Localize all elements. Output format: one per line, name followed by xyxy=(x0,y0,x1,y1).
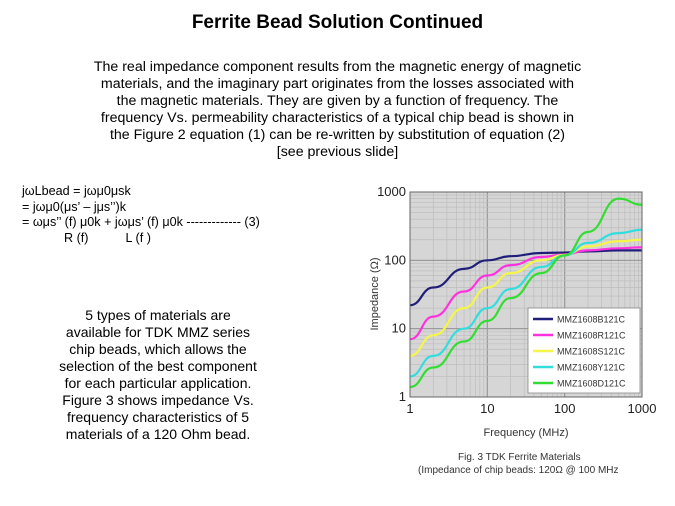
equation-sublabels xyxy=(22,231,260,247)
paragraph-line: for each particular application. xyxy=(64,375,252,391)
equation-line: = ωμs’’ (f) μ0k + jωμs’ (f) μ0k ------------- (3) xyxy=(22,215,260,229)
x-tick-label: 10 xyxy=(480,401,495,416)
y-tick-label: 1000 xyxy=(377,184,406,199)
equation-line: = jωμ0(μs’ – jμs’’)k xyxy=(22,199,127,214)
intro-text xyxy=(40,59,635,161)
impedance-chart-svg xyxy=(360,178,660,486)
y-tick-label: 1 xyxy=(398,389,406,404)
paragraph-line: selection of the best component xyxy=(59,358,257,374)
y-tick-label: 100 xyxy=(384,252,406,268)
equation-sublabel-r: R (f) xyxy=(64,230,89,245)
legend xyxy=(528,308,640,393)
intro-line: [see previous slide] xyxy=(276,144,399,160)
paragraph-line: 5 types of materials are xyxy=(85,307,231,323)
y-axis-label: Impedance (Ω) xyxy=(369,257,381,331)
legend-label: MMZ1608Y121C xyxy=(557,362,626,373)
materials-paragraph xyxy=(22,307,294,443)
chart-caption-line: Fig. 3 TDK Ferrite Materials xyxy=(458,452,581,463)
equation-sublabel-l: L (f ) xyxy=(125,230,151,245)
x-tick-label: 1000 xyxy=(627,401,657,416)
paragraph-line: frequency characteristics of 5 xyxy=(66,409,250,425)
paragraph-line: chip beads, which allows the xyxy=(69,341,247,357)
x-axis-label: Frequency (MHz) xyxy=(483,427,569,439)
paragraph-line: available for TDK MMZ series xyxy=(65,324,251,340)
legend-label: MMZ1608R121C xyxy=(557,330,626,341)
equation-block xyxy=(22,184,260,246)
legend-label: MMZ1608D121C xyxy=(557,378,626,389)
paragraph-line: materials of a 120 Ohm bead. xyxy=(65,426,251,442)
x-tick-label: 100 xyxy=(553,401,576,416)
equation-line: jωLbead = jωμ0μsk xyxy=(22,184,131,198)
chart-caption-line: (Impedance of chip beads: 120Ω @ 100 MHz xyxy=(418,465,619,476)
y-tick-label: 10 xyxy=(391,320,406,336)
intro-line: frequency Vs. permeability characteristics of a typical chip bead is shown in xyxy=(100,110,575,126)
intro-line: the magnetic materials. They are given by a function of frequency. The xyxy=(116,93,559,109)
legend-label: MMZ1608S121C xyxy=(557,346,626,357)
legend-label: MMZ1608B121C xyxy=(557,314,626,325)
intro-line: materials, and the imaginary part originates from the losses associated with xyxy=(100,76,575,92)
impedance-chart xyxy=(360,178,660,486)
slide-title: Ferrite Bead Solution Continued xyxy=(191,12,484,33)
paragraph-line: Figure 3 shows impedance Vs. xyxy=(62,392,254,408)
intro-line: the Figure 2 equation (1) can be re-written by substitution of equation (2) xyxy=(109,127,566,143)
x-tick-label: 1 xyxy=(406,401,414,416)
intro-line: The real impedance component results from the magnetic energy of magnetic xyxy=(93,59,582,75)
